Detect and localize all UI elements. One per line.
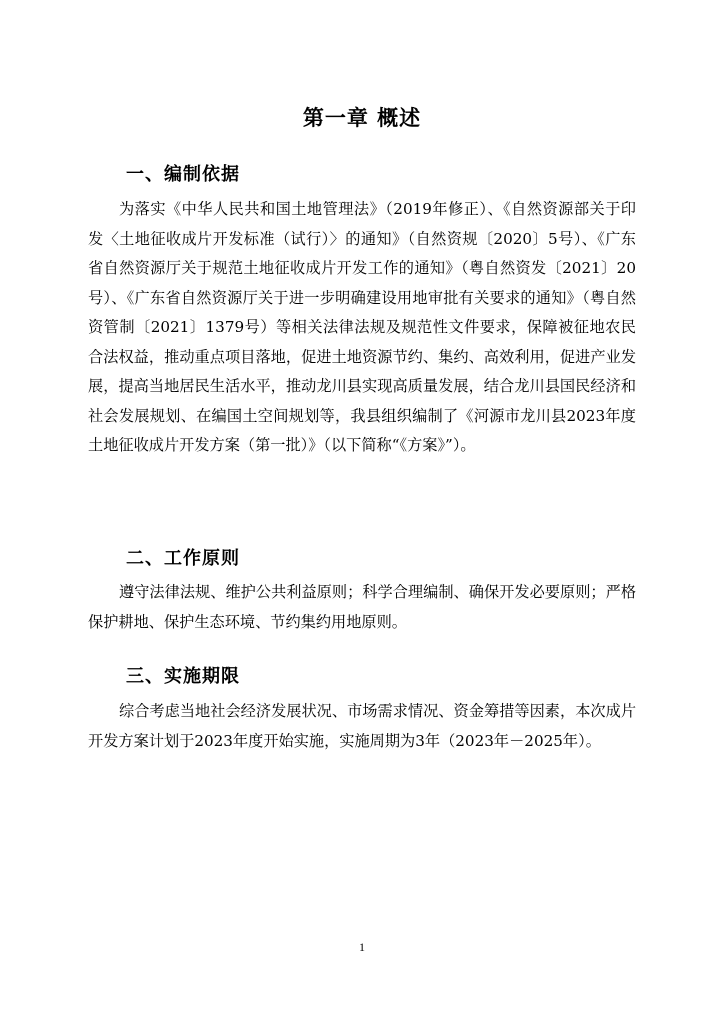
section-paragraph-principles: 遵守法律法规、维护公共利益原则；科学合理编制、确保开发必要原则；严格保护耕地、保护生态环境、节约集约用地原则。 [88, 583, 636, 631]
page-number: 1 [359, 940, 365, 954]
section-paragraph-basis: 为落实《中华人民共和国土地管理法》（2019年修正）、《自然资源部关于印发〈土地征收成片开发标准（试行）〉的通知》（自然资规〔2020〕5号）、《广东省自然资源厅关于规范土地征收成片开发工作的通知》（粤自然资发〔2021〕20号）、《广东省自然资源厅关于进一步明确建设用地审批有关要求的通知》（粤自然资管制〔2021〕1379号）等相关法律法规及规范性文件要求，保障被征地农民合法权益，推动重点项目落地，促进土地资源节约、集约、高效利用，促进产业发展，提高当地居民生活水平，推动龙川县实现高质量发展，结合龙川县国民经济和社会发展规划、在编国土空间规划等，我县组织编制了《河源市龙川县2023年度土地征收成片开发方案（第一批）》（以下简称“《方案》”）。 [88, 200, 636, 454]
section-heading-principles: 二、工作原则 [126, 548, 240, 569]
section-heading-basis: 一、编制依据 [126, 164, 240, 185]
section-heading-period: 三、实施期限 [126, 666, 240, 687]
chapter-title: 第一章 概述 [302, 106, 422, 130]
section-paragraph-period: 综合考虑当地社会经济发展状况、市场需求情况、资金筹措等因素，本次成片开发方案计划于2023年度开始实施，实施周期为3年（2023年－2025年）。 [88, 702, 636, 750]
